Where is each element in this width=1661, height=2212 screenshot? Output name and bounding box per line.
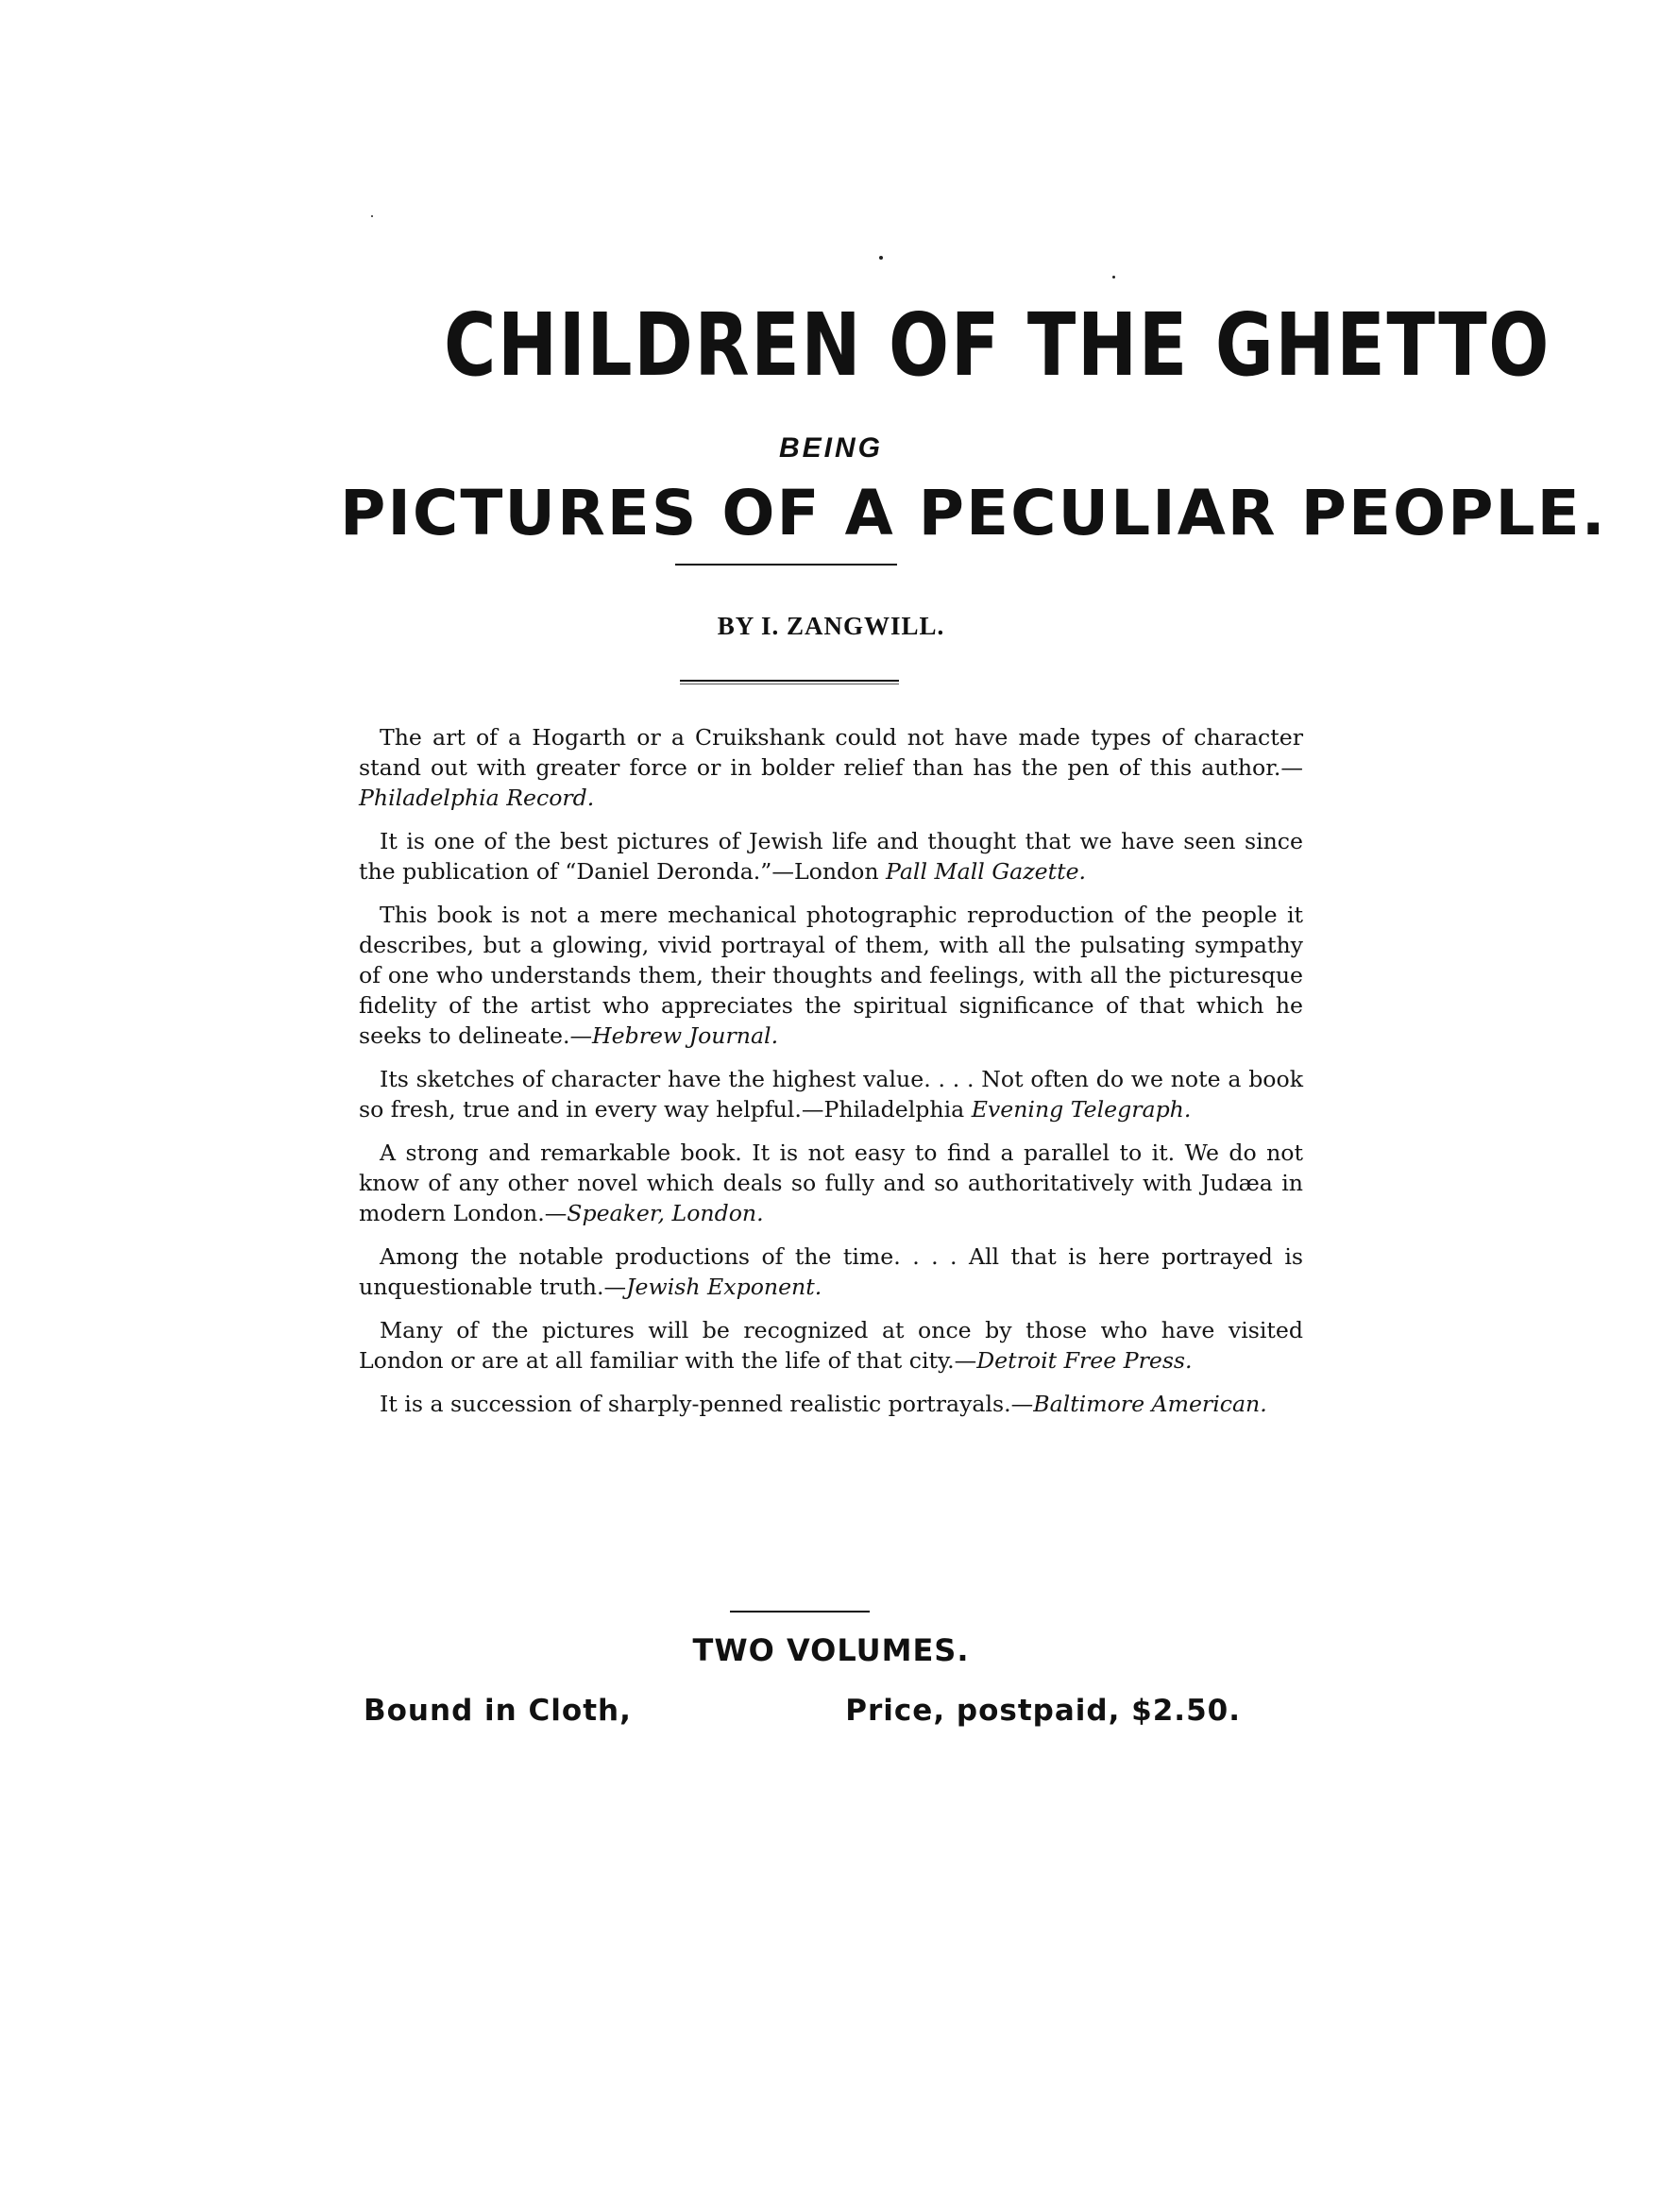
review-paragraph (359, 1315, 1303, 1376)
print-speck (371, 215, 373, 217)
divider-rule (675, 564, 897, 566)
review-paragraph (359, 1389, 1303, 1419)
print-speck (1112, 276, 1115, 279)
binding-note: Bound in Cloth, (364, 1694, 632, 1728)
book-subtitle: PICTURES OF A PECULIAR PEOPLE. (340, 477, 1607, 549)
review-text: Many of the pictures will be recognized at once by those who have visited London or are at all familiar with the life of that city.— (359, 1317, 1303, 1374)
price-note: Price, postpaid, $2.50. (845, 1694, 1241, 1728)
review-text: This book is not a mere mechanical photographic reproduction of the people it describes, but a glowing, vivid portrayal of them, with all the pulsating sympathy of one who understands them, their thoughts and feelings, with all the picturesque fidelity of the artist who appreciates the spiritual significance of that which he seeks to delineate.— (359, 902, 1303, 1049)
review-source: Baltimore American. (1033, 1391, 1267, 1417)
review-text: The art of a Hogarth or a Cruikshank could not have made types of character stand out with greater force or in bolder relief than has the pen of this author.— (359, 724, 1303, 781)
book-title: CHILDREN OF THE GHETTO (444, 295, 1551, 396)
review-text: It is a succession of sharply-penned realistic portrayals.— (380, 1391, 1034, 1417)
volumes-heading: TWO VOLUMES. (692, 1632, 970, 1668)
divider-rule (680, 680, 899, 684)
review-text: Among the notable productions of the time. . . . All that is here portrayed is unquestionable truth.— (359, 1243, 1303, 1300)
review-paragraph (359, 826, 1303, 886)
author-byline: BY I. ZANGWILL. (717, 612, 945, 640)
review-paragraph (359, 722, 1303, 813)
review-paragraph (359, 900, 1303, 1051)
being-connector: BEING (778, 432, 883, 464)
review-source: Jewish Exponent. (626, 1274, 822, 1300)
review-paragraph (359, 1241, 1303, 1302)
print-speck (879, 256, 883, 260)
review-text: A strong and remarkable book. It is not easy to find a parallel to it. We do not know of any other novel which deals so fully and so authoritatively with Judæa in modern London.— (359, 1140, 1303, 1226)
review-source: Philadelphia Record. (359, 785, 595, 811)
review-source: Detroit Free Press. (976, 1347, 1193, 1374)
review-source: Hebrew Journal. (592, 1022, 779, 1049)
review-paragraph (359, 1064, 1303, 1124)
review-paragraph (359, 1138, 1303, 1228)
review-source: Speaker, London. (567, 1200, 764, 1226)
divider-rule (730, 1611, 870, 1613)
press-reviews (359, 722, 1303, 1432)
review-text: Its sketches of character have the highest value. . . . Not often do we note a book so fresh, true and in every way helpful.—Philadelphia (359, 1066, 1303, 1123)
review-source: Evening Telegraph. (971, 1096, 1192, 1123)
review-text: It is one of the best pictures of Jewish life and thought that we have seen since the publication of “Daniel Deronda.”—London (359, 828, 1303, 885)
review-source: Pall Mall Gazette. (886, 858, 1087, 885)
